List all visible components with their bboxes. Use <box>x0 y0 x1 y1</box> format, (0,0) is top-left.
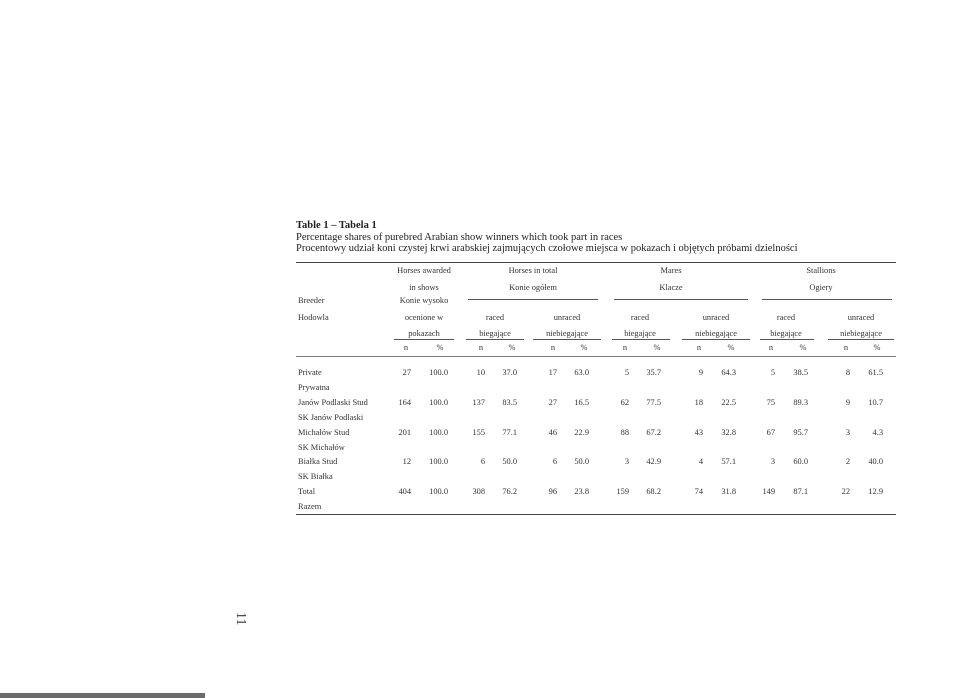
table-cell: 3 <box>624 457 629 466</box>
table-cell: 27 <box>548 398 557 407</box>
table-cell: 87.1 <box>793 487 808 496</box>
total-header-en: Horses in total <box>508 266 558 275</box>
caption-polish: Procentowy udział koni czystej krwi arabskiej zajmujących czołowe miejsca w pokazach i objętych próbami dzielności <box>296 243 798 254</box>
row-label-en: Białka Stud <box>298 457 338 466</box>
stallions-header-pl: Ogiery <box>809 283 833 292</box>
table-cell: 62 <box>620 398 629 407</box>
table-cell: 9 <box>698 368 703 377</box>
table-top-rule <box>296 262 896 263</box>
row-label-en: Michałów Stud <box>298 428 350 437</box>
percent-column-header: % <box>873 343 881 352</box>
breeder-header-pl: Hodowla <box>298 313 329 322</box>
table-cell: 10 <box>476 368 485 377</box>
table-cell: 159 <box>616 487 629 496</box>
table-cell: 27 <box>402 368 411 377</box>
row-label-pl: SK Białka <box>298 472 333 481</box>
table-cell: 74 <box>694 487 703 496</box>
table-cell: 67.2 <box>646 428 661 437</box>
table-cell: 42.9 <box>646 457 661 466</box>
table-cell: 67 <box>766 428 775 437</box>
row-label-en: Total <box>298 487 316 496</box>
mares-unraced-header-pl: niebiegające <box>695 329 737 338</box>
stallions-header-en: Stallions <box>806 266 836 275</box>
table-cell: 100.0 <box>429 457 448 466</box>
n-column-header: n <box>843 343 849 352</box>
awarded-underline <box>394 339 454 340</box>
table-cell: 38.5 <box>793 368 808 377</box>
mares-raced-header: raced <box>630 313 650 322</box>
breeder-header-en: Breeder <box>298 296 325 305</box>
total-raced-underline <box>466 339 524 340</box>
table-cell: 57.1 <box>721 457 736 466</box>
n-column-header: n <box>768 343 774 352</box>
table-cell: 8 <box>845 368 850 377</box>
stallions-unraced-underline <box>828 339 894 340</box>
stallions-raced-header: raced <box>776 313 796 322</box>
table-cell: 17 <box>548 368 557 377</box>
mares-header-en: Mares <box>660 266 682 275</box>
table-cell: 43 <box>694 428 703 437</box>
row-label-en: Janów Podlaski Stud <box>298 398 368 407</box>
row-label-pl: SK Michałów <box>298 443 345 452</box>
stallions-unraced-header: unraced <box>847 313 875 322</box>
total-unraced-underline <box>533 339 601 340</box>
table-cell: 50.0 <box>502 457 517 466</box>
table-cell: 88 <box>620 428 629 437</box>
table-cell: 60.0 <box>793 457 808 466</box>
stallions-raced-underline <box>760 339 814 340</box>
table-cell: 149 <box>762 487 775 496</box>
mares-raced-underline <box>612 339 670 340</box>
table-cell: 5 <box>624 368 629 377</box>
table-cell: 68.2 <box>646 487 661 496</box>
n-column-header: n <box>478 343 484 352</box>
table-cell: 77.1 <box>502 428 517 437</box>
awarded-header-line3: Konie wysoko <box>399 296 449 305</box>
awarded-header-line5: pokazach <box>408 329 440 338</box>
total-group-underline <box>468 299 598 300</box>
total-raced-header-pl: biegające <box>479 329 511 338</box>
table-cell: 35.7 <box>646 368 661 377</box>
awarded-header-line2: in shows <box>409 283 439 292</box>
table-cell: 76.2 <box>502 487 517 496</box>
scan-edge-bar <box>0 693 205 698</box>
table-cell: 6 <box>552 457 557 466</box>
percent-column-header: % <box>727 343 735 352</box>
mares-group-underline <box>614 299 748 300</box>
stallions-unraced-header-pl: niebiegające <box>840 329 882 338</box>
table-cell: 10.7 <box>868 398 883 407</box>
total-unraced-header: unraced <box>553 313 581 322</box>
table-cell: 308 <box>472 487 485 496</box>
table-cell: 23.8 <box>574 487 589 496</box>
table-cell: 6 <box>480 457 485 466</box>
percent-column-header: % <box>580 343 588 352</box>
table-cell: 9 <box>845 398 850 407</box>
page-number: 11 <box>233 612 248 626</box>
table-cell: 100.0 <box>429 368 448 377</box>
table-cell: 3 <box>845 428 850 437</box>
table-cell: 63.0 <box>574 368 589 377</box>
awarded-header-line4: ocenione w <box>404 313 444 322</box>
mares-header-pl: Klacze <box>659 283 683 292</box>
table-cell: 12.9 <box>868 487 883 496</box>
mares-unraced-header: unraced <box>702 313 730 322</box>
table-cell: 100.0 <box>429 487 448 496</box>
table-cell: 50.0 <box>574 457 589 466</box>
table-cell: 61.5 <box>868 368 883 377</box>
table-cell: 164 <box>398 398 411 407</box>
table-cell: 100.0 <box>429 398 448 407</box>
n-column-header: n <box>403 343 409 352</box>
table-cell: 404 <box>398 487 411 496</box>
table-cell: 4.3 <box>872 428 883 437</box>
table-cell: 155 <box>472 428 485 437</box>
table-cell: 12 <box>402 457 411 466</box>
percent-column-header: % <box>436 343 444 352</box>
mares-unraced-underline <box>682 339 750 340</box>
table-cell: 95.7 <box>793 428 808 437</box>
total-raced-header: raced <box>485 313 505 322</box>
table-cell: 40.0 <box>868 457 883 466</box>
table-cell: 5 <box>770 368 775 377</box>
row-label-en: Private <box>298 368 322 377</box>
table-cell: 16.5 <box>574 398 589 407</box>
table-bottom-rule <box>296 514 896 515</box>
total-header-pl: Konie ogółem <box>509 283 557 292</box>
table-cell: 18 <box>694 398 703 407</box>
caption-english: Percentage shares of purebred Arabian show winners which took part in races <box>296 231 623 243</box>
table-cell: 2 <box>845 457 850 466</box>
percent-column-header: % <box>653 343 661 352</box>
table-cell: 137 <box>472 398 485 407</box>
table-cell: 46 <box>548 428 557 437</box>
table-cell: 3 <box>770 457 775 466</box>
table-cell: 22.9 <box>574 428 589 437</box>
stallions-raced-header-pl: biegające <box>770 329 802 338</box>
table-cell: 4 <box>698 457 703 466</box>
table-cell: 31.8 <box>721 487 736 496</box>
n-column-header: n <box>550 343 556 352</box>
table-cell: 37.0 <box>502 368 517 377</box>
awarded-header-line1: Horses awarded <box>397 266 451 275</box>
table-cell: 77.5 <box>646 398 661 407</box>
table-cell: 22.5 <box>721 398 736 407</box>
header-rule <box>296 356 896 357</box>
n-column-header: n <box>622 343 628 352</box>
table-cell: 75 <box>766 398 775 407</box>
row-label-pl: SK Janów Podlaski <box>298 413 364 422</box>
total-unraced-header-pl: niebiegające <box>546 329 588 338</box>
table-cell: 89.3 <box>793 398 808 407</box>
table-cell: 32.8 <box>721 428 736 437</box>
table-cell: 64.3 <box>721 368 736 377</box>
row-label-pl: Prywatna <box>298 383 330 392</box>
table-cell: 100.0 <box>429 428 448 437</box>
n-column-header: n <box>696 343 702 352</box>
table-cell: 201 <box>398 428 411 437</box>
stallions-group-underline <box>762 299 892 300</box>
percent-column-header: % <box>508 343 516 352</box>
table-caption <box>296 220 798 255</box>
row-label-pl: Razem <box>298 502 322 511</box>
table-cell: 96 <box>548 487 557 496</box>
table-cell: 22 <box>841 487 850 496</box>
mares-raced-header-pl: biegające <box>624 329 656 338</box>
table-cell: 83.5 <box>502 398 517 407</box>
percent-column-header: % <box>799 343 807 352</box>
table-title: Table 1 – Tabela 1 <box>296 220 377 231</box>
